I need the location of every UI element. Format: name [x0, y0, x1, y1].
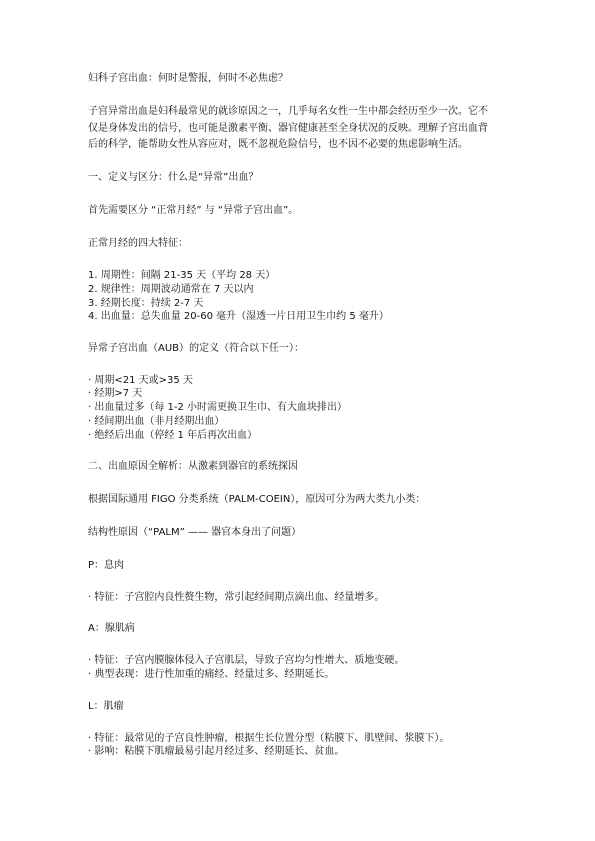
section-heading-definition: 一、定义与区分：什么是“异常”出血？ [88, 172, 259, 183]
polyp-list [88, 591, 518, 605]
list-item: 3. 经期长度：持续 2-7 天 [88, 297, 204, 309]
intro-line-2: 仅是身体发出的信号，也可能是激素平衡、器官健康甚至全身状况的反映。理解子宫出血背 [88, 122, 488, 134]
leiomyoma-list [88, 732, 518, 760]
list-item: 2. 规律性：周期波动通常在 7 天以内 [88, 283, 254, 295]
section-heading-causes: 二、出血原因全解析：从激素到器官的系统探因 [88, 461, 298, 473]
list-item: · 经间期出血（非月经期出血） [88, 416, 225, 428]
list-item: · 周期<21 天或>35 天 [88, 374, 193, 386]
structural-causes-heading: 结构性原因（“PALM” —— 器官本身出了问题） [88, 527, 302, 539]
list-item: · 影响：粘膜下肌瘤最易引起月经过多、经期延长、贫血。 [88, 746, 345, 758]
document-page [88, 71, 518, 759]
list-item: · 出血量过多（每 1-2 小时需更换卫生巾、有大血块排出） [88, 402, 348, 414]
aub-definition-heading: 异常子宫出血（AUB）的定义（符合以下任一）： [88, 342, 305, 354]
list-item: 1. 周期性：间隔 21-35 天（平均 28 天） [88, 270, 276, 281]
polyp-heading: P：息肉 [88, 560, 125, 572]
intro-line-3: 后的科学，能帮助女性从容应对，既不忽视危险信号，也不因不必要的焦虑影响生活。 [88, 139, 468, 150]
aub-criteria-list [88, 374, 518, 443]
normal-features-list [88, 269, 518, 324]
list-item: · 经期>7 天 [88, 388, 143, 400]
list-item: · 特征：子宫腔内良性赘生物，常引起经间期点滴出血、经量增多。 [88, 592, 385, 604]
intro-line-1: 子宫异常出血是妇科最常见的就诊原因之一，几乎每名女性一生中都会经历至少一次。它不 [88, 106, 488, 117]
list-item: · 绝经后出血（停经 1 年后再次出血） [88, 429, 258, 441]
leiomyoma-heading: L：肌瘤 [88, 700, 124, 712]
article-title: 妇科子宫出血：何时是警报，何时不必焦虑？ [88, 73, 288, 84]
adenomyosis-list [88, 654, 518, 682]
distinguish-text: 首先需要区分 “正常月经” 与 “异常子宫出血”。 [88, 205, 299, 216]
list-item: · 典型表现：进行性加重的痛经、经量过多、经期延长。 [88, 669, 335, 681]
adenomyosis-heading: A：腺肌病 [88, 623, 135, 635]
figo-intro-text: 根据国际通用 FIGO 分类系统（PALM-COEIN），原因可分为两大类九小类： [88, 494, 426, 506]
list-item: 4. 出血量：总失血量 20-60 毫升（湿透一片日用卫生巾约 5 毫升） [88, 311, 389, 323]
list-item: · 特征：子宫内膜腺体侵入子宫肌层，导致子宫均匀性增大、质地变硬。 [88, 655, 405, 667]
normal-menstruation-heading: 正常月经的四大特征： [88, 238, 188, 249]
list-item: · 特征：最常见的子宫良性肿瘤，根据生长位置分型（粘膜下、肌壁间、浆膜下）。 [88, 732, 450, 744]
